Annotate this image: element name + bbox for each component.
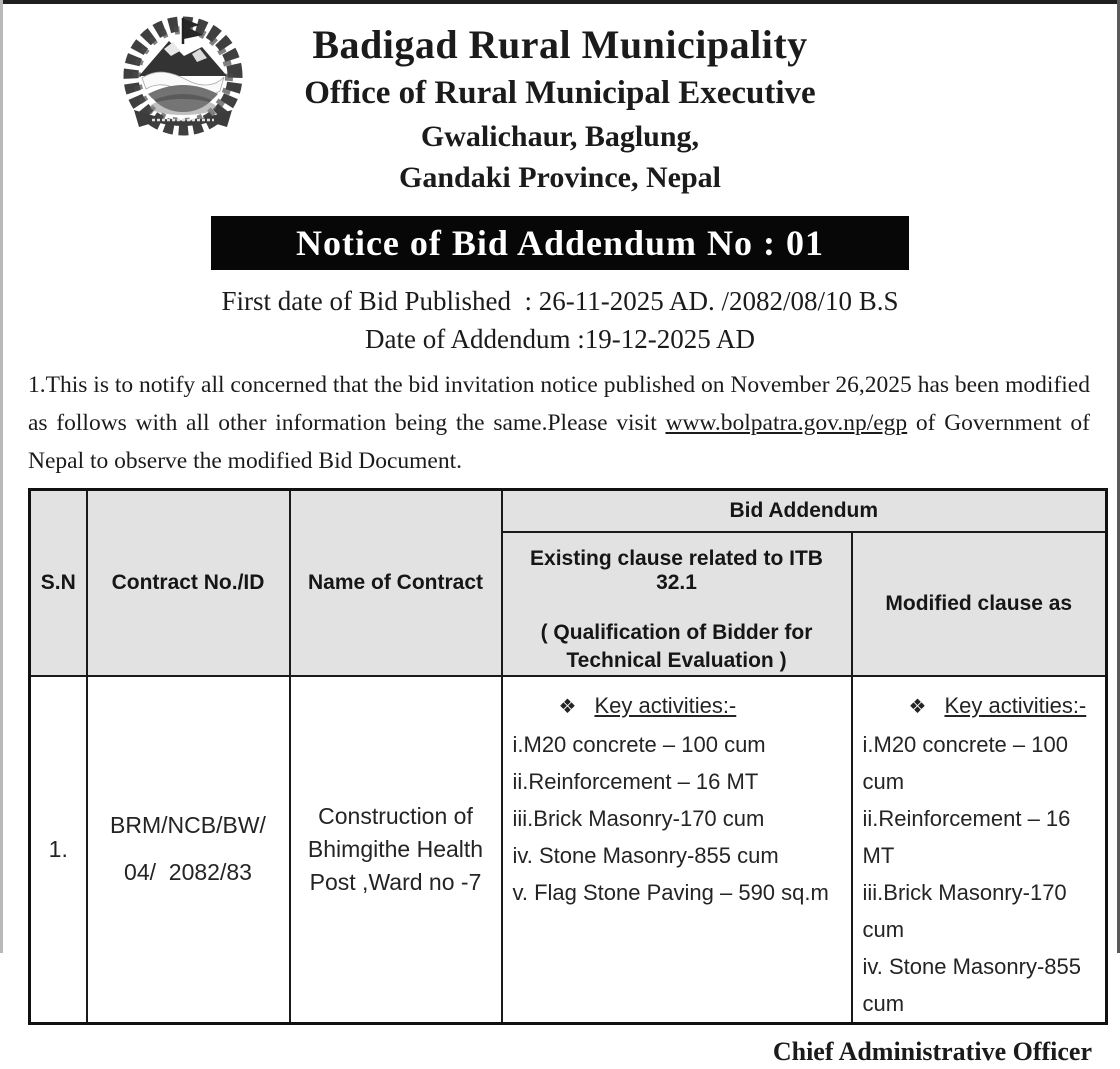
modified-clause-cell: [852, 676, 1107, 1024]
existing-clause-cell: [502, 676, 852, 1024]
modified-clause-item: i.M20 concrete – 100 cum: [862, 731, 1068, 794]
notice-text-after-link: of Government of Nepal to observe the modified Bid Document.: [28, 410, 1090, 474]
table-row: [30, 676, 1107, 1024]
col-header-contract-no: Contract No./ID: [87, 490, 290, 676]
nepal-emblem-logo: [112, 14, 254, 142]
bolpatra-link[interactable]: www.bolpatra.gov.np/egp: [665, 410, 908, 436]
modified-key-activities-heading: [863, 687, 1100, 726]
key-activities-label: Key activities:-: [944, 692, 1087, 718]
modified-clause-item: iii.Brick Masonry-170 cum: [862, 879, 1067, 942]
sn-cell: 1.: [30, 676, 87, 1024]
modified-clause-item: ii.Reinforcement – 16 MT: [862, 805, 1071, 868]
existing-clause-item: iv. Stone Masonry-855 cum: [512, 842, 779, 868]
notice-banner-title: Notice of Bid Addendum No : 01: [295, 223, 825, 263]
existing-clause-item: v. Flag Stone Paving – 590 sq.m: [512, 879, 829, 905]
diamond-bullet-icon: ❖: [558, 695, 577, 718]
signatory-title: Chief Administrative Officer: [772, 1036, 1092, 1066]
office-name: Office of Rural Municipal Executive: [304, 75, 816, 111]
col-header-modified-clause: Modified clause as: [852, 532, 1107, 676]
col-header-contract-name: Name of Contract: [290, 490, 502, 676]
existing-key-activities-heading: [513, 687, 845, 726]
existing-clause-header-line1: Existing clause related to ITB 32.1: [530, 546, 823, 594]
first-published-date: First date of Bid Published : 26-11-2025 AD. /2082/08/10 B.S: [221, 286, 899, 316]
existing-clause-header-line2: ( Qualification of Bidder for Technical Evaluation ): [540, 620, 813, 672]
notice-text-before-link: 1.This is to notify all concerned that the bid invitation notice published on November 26,2025 has been modified as follows with all other information being the same.Please visit: [28, 372, 1090, 436]
diamond-bullet-icon: ❖: [908, 695, 927, 718]
org-name: Badigad Rural Municipality: [312, 22, 808, 67]
page-border-top: [0, 0, 1120, 4]
page-border-left: [0, 0, 3, 953]
addendum-date: Date of Addendum :19-12-2025 AD: [365, 324, 755, 354]
col-header-existing-clause: [502, 532, 852, 676]
notice-paragraph: [28, 366, 1090, 480]
contract-no-line2: 04/ 2082/83: [124, 859, 252, 885]
existing-clause-item: i.M20 concrete – 100 cum: [512, 731, 766, 757]
address-line-2: Gandaki Province, Nepal: [399, 161, 721, 194]
existing-clause-item: iii.Brick Masonry-170 cum: [512, 805, 765, 831]
bid-addendum-table: [28, 488, 1108, 1025]
modified-clause-item: iv. Stone Masonry-855 cum: [862, 953, 1081, 1016]
notice-banner: [211, 216, 909, 270]
col-header-bid-addendum: Bid Addendum: [502, 490, 1107, 532]
contract-name-cell: Construction of Bhimgithe Health Post ,Ward no -7: [290, 676, 502, 1024]
key-activities-label: Key activities:-: [594, 692, 737, 718]
nepal-emblem-icon: [112, 14, 254, 142]
contract-no-line1: BRM/NCB/BW/: [110, 812, 266, 838]
existing-clause-item: ii.Reinforcement – 16 MT: [512, 768, 759, 794]
contract-no-cell: [87, 676, 290, 1024]
col-header-sn: S.N: [30, 490, 87, 676]
document-header: [0, 0, 1120, 198]
address-line-1: Gwalichaur, Baglung,: [420, 120, 700, 153]
table-header-row-1: [30, 490, 1107, 532]
